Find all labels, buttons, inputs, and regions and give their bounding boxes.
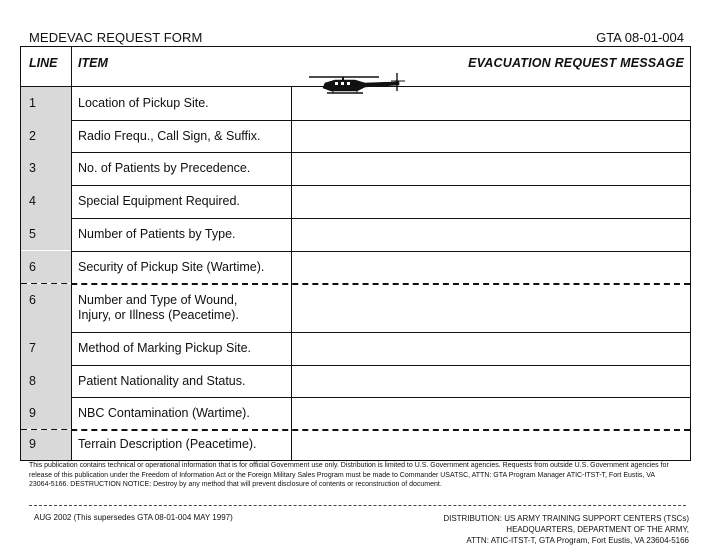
distribution-line: HEADQUARTERS, DEPARTMENT OF THE ARMY, [506, 525, 689, 534]
line-number: 2 [29, 128, 36, 143]
table-row [21, 332, 690, 365]
table-row [21, 430, 690, 460]
item-description: Terrain Description (Peacetime). [78, 437, 257, 451]
table-row [21, 365, 690, 398]
line-number: 6 [29, 259, 36, 274]
line-number: 8 [29, 373, 36, 388]
column-header-item: ITEM [78, 56, 108, 70]
column-header-message: EVACUATION REQUEST MESSAGE [468, 56, 684, 70]
edition-note: AUG 2002 (This supersedes GTA 08-01-004 MAY 1997) [34, 513, 233, 522]
table-row [21, 120, 690, 153]
medevac-table [20, 46, 691, 461]
line-number: 9 [29, 437, 36, 451]
item-description: Radio Frequ., Call Sign, & Suffix. [78, 128, 261, 143]
distribution-address [443, 513, 689, 546]
table-row [21, 218, 690, 251]
column-header-line: LINE [29, 56, 58, 70]
form-title: MEDEVAC REQUEST FORM [29, 30, 203, 45]
item-description: Number of Patients by Type. [78, 226, 236, 241]
line-number: 9 [29, 406, 36, 421]
footer-divider [29, 505, 686, 506]
item-description: NBC Contamination (Wartime). [78, 406, 250, 421]
table-row [21, 284, 690, 333]
distribution-notice: This publication contains technical or operational information that is for official Government use only. Distribution is limited to U.S. Government agencies. Requests from outside U.S. Government agencies for release of this publication under the Freedom of Information Act or the Foreign Military Sales Program must be made to Commander USATSC, ATTN: GTA Program Manager ATIC-ITST-T, Fort Eustis, VA 23064-5166. DESTRUCTION NOTICE: Destroy by any method that will prevent disclosure of contents or reconstruction of document. [29, 462, 669, 488]
line-number: 7 [29, 341, 36, 355]
item-description: Number and Type of Wound, Injury, or Illness (Peacetime). [78, 292, 239, 322]
item-description: Patient Nationality and Status. [78, 373, 246, 388]
distribution-line: ATTN: ATIC-ITST-T, GTA Program, Fort Eustis, VA 23604-5166 [466, 536, 689, 545]
table-row [21, 251, 690, 284]
table-row [21, 152, 690, 185]
form-number: GTA 08-01-004 [596, 30, 684, 45]
item-description: Special Equipment Required. [78, 194, 240, 209]
distribution-line: DISTRIBUTION: US ARMY TRAINING SUPPORT CENTERS (TSCs) [443, 514, 689, 523]
line-number: 4 [29, 194, 36, 209]
item-description: No. of Patients by Precedence. [78, 161, 251, 176]
line-number: 6 [29, 292, 36, 307]
table-row [21, 87, 690, 120]
table-row [21, 397, 690, 429]
table-row [21, 185, 690, 218]
line-number: 1 [29, 96, 36, 110]
item-description: Method of Marking Pickup Site. [78, 341, 251, 355]
line-number: 3 [29, 161, 36, 176]
line-number: 5 [29, 226, 36, 241]
item-description: Location of Pickup Site. [78, 96, 209, 110]
item-description: Security of Pickup Site (Wartime). [78, 259, 265, 274]
